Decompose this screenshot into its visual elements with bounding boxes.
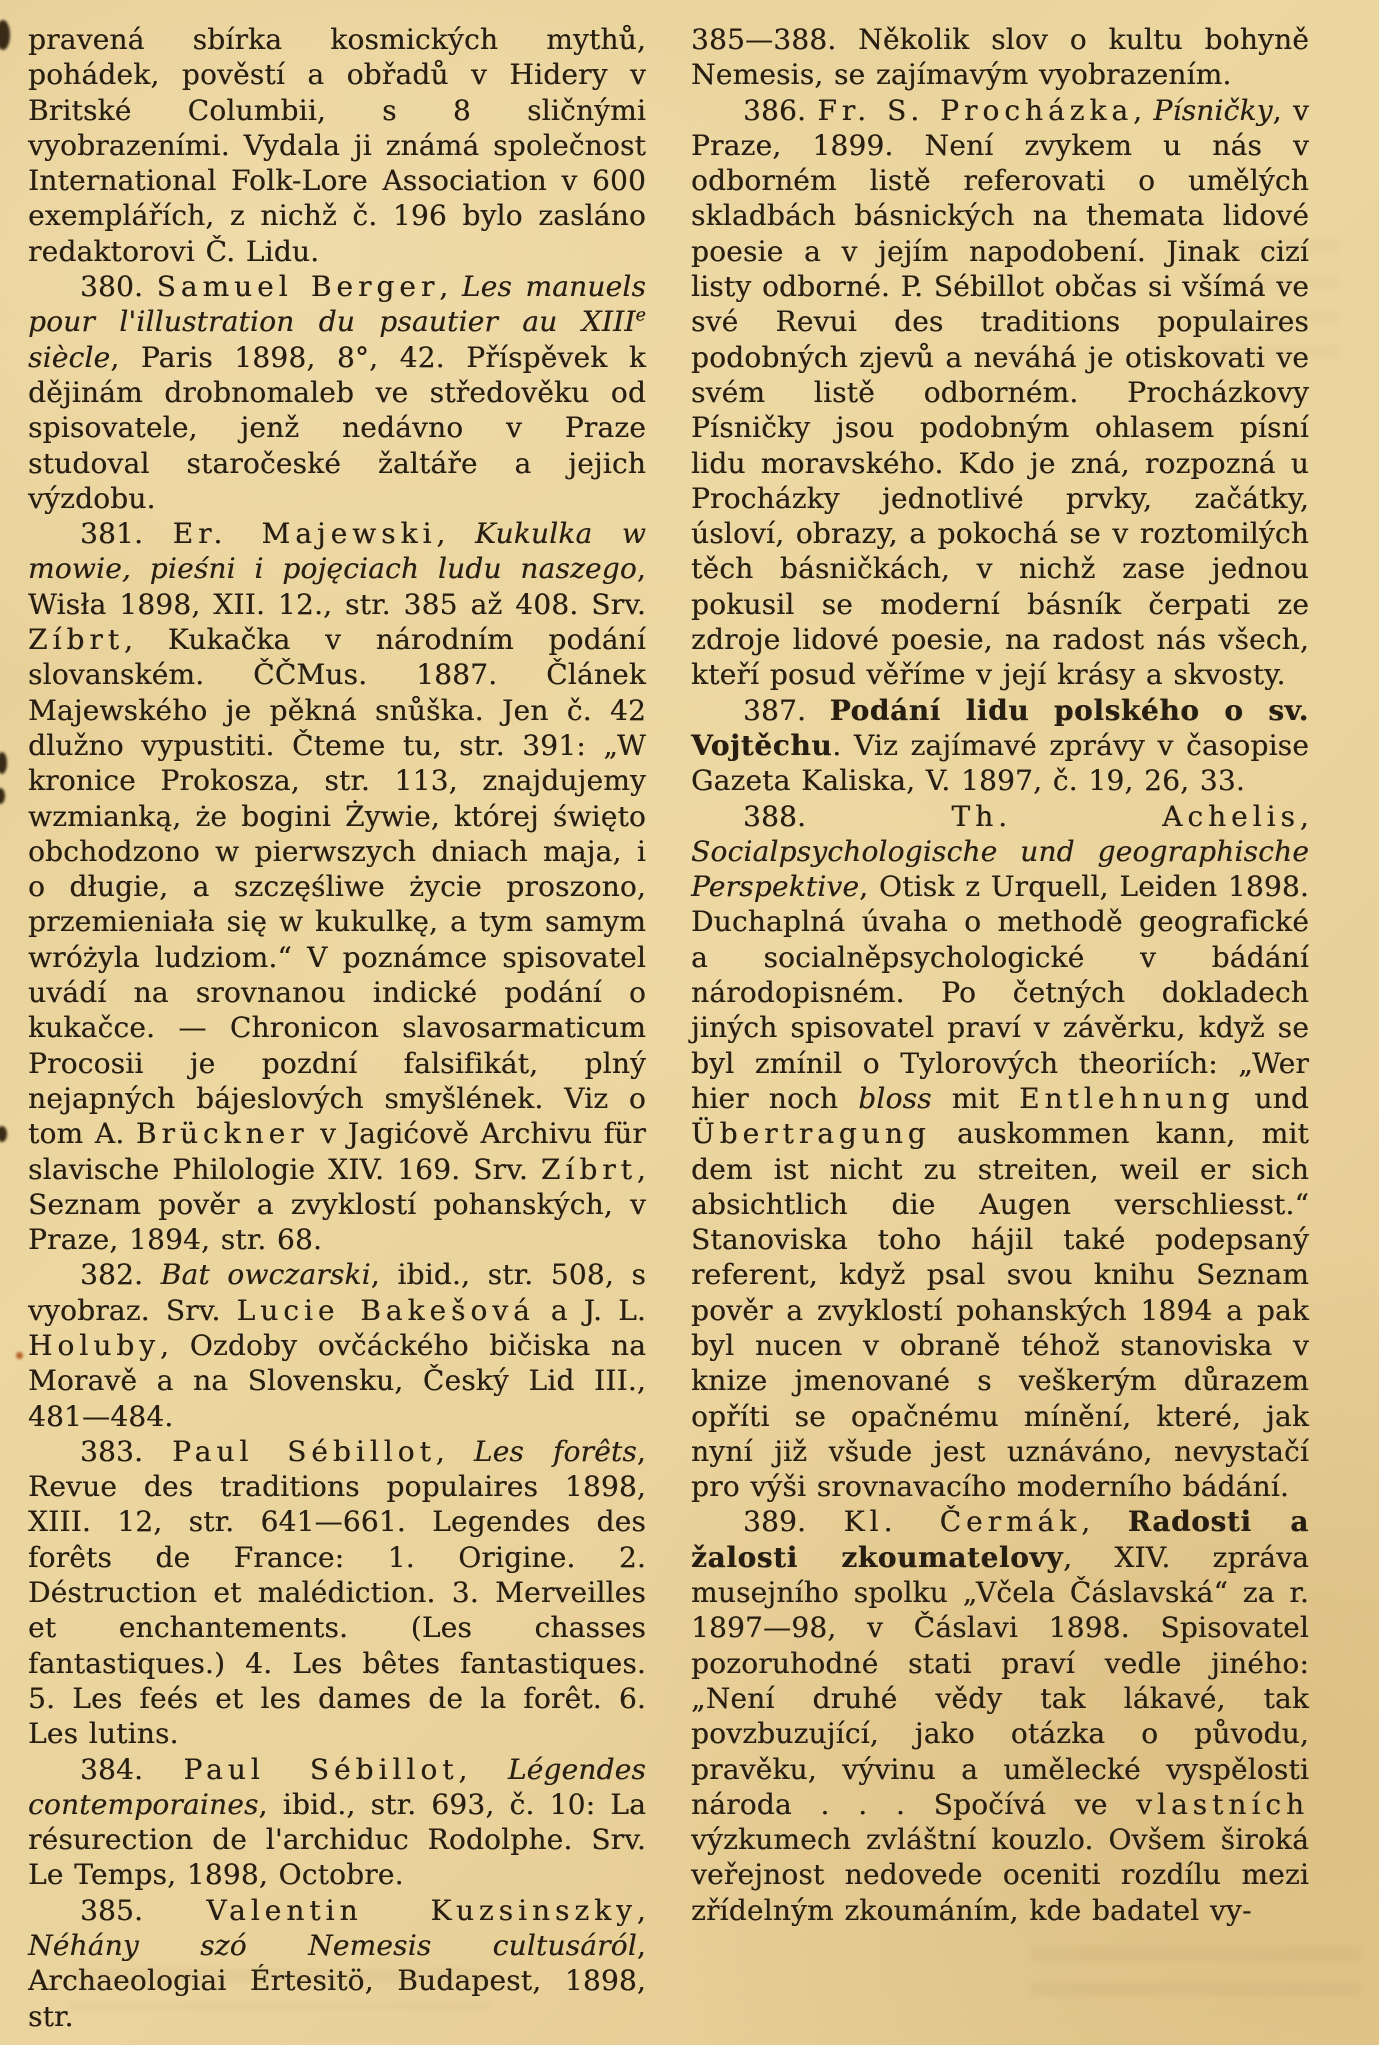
text-run: Radosti a žalosti zkoumatelovy bbox=[691, 1505, 1310, 1574]
text-column-right bbox=[691, 22, 1309, 2034]
text-run: 385. bbox=[80, 1893, 207, 1927]
text-run: 388. bbox=[743, 799, 952, 833]
show-through-smudge bbox=[1219, 240, 1339, 360]
text-run: bloss bbox=[858, 1081, 932, 1115]
text-run: 383. bbox=[80, 1434, 173, 1468]
text-run: Les manuels pour l'illustration du psautier au XIII bbox=[28, 270, 647, 339]
text-run: 389. bbox=[743, 1505, 844, 1539]
text-run: vlastních bbox=[1136, 1787, 1309, 1821]
text-run: , bbox=[439, 270, 462, 304]
text-run: , Ozdoby ovčáckého bičiska na Moravě a na Slovensku, Český Lid III., 481—484. bbox=[28, 1328, 646, 1433]
two-column-text-block bbox=[28, 22, 1349, 2034]
text-run: Légendes contemporaines bbox=[28, 1752, 646, 1821]
paragraph bbox=[28, 22, 646, 269]
text-run: mit bbox=[931, 1081, 1020, 1115]
paragraph bbox=[28, 269, 646, 516]
text-run: , bbox=[636, 1893, 646, 1927]
text-run: Zíbrt bbox=[540, 1152, 637, 1186]
text-run: Samuel Berger bbox=[156, 270, 440, 304]
text-run: Bat owczarski bbox=[160, 1258, 371, 1292]
text-run: 380. bbox=[80, 270, 157, 304]
text-run: 384. bbox=[80, 1752, 184, 1786]
text-run: Socialpsychologische und geographische Perspektive bbox=[691, 834, 1309, 904]
text-run: , v Praze, 1899. Není zvykem u nás v odborném listě referovati o umělých skladbách básnických na themata lidové poesie a v jejím napodobení. Jinak cizí listy odborné. P. Sébillot občas si všímá ve své Revui des traditions populaires podobných zjevů a neváhá je otiskovati ve svém listě odborném. Procházkovy Písničky jsou podobným ohlasem písní lidu moravského. Kdo je zná, rozpozná u Procházky jednotlivé prvky, začátky, úsloví, obrazy, a pokochá se v roztomilých těch básničkách, v nichž zase jednou pokusil se moderní básník čerpati ze zdroje lidové poesie, na radost nás všech, kteří posud věříme v její krásy a skvosty. bbox=[691, 93, 1309, 692]
paragraph bbox=[691, 1504, 1309, 1928]
text-run: Fr. S. Procházka bbox=[817, 93, 1134, 127]
paragraph bbox=[28, 516, 646, 1257]
text-run: Entlehnung bbox=[1019, 1081, 1235, 1115]
paragraph bbox=[28, 1257, 646, 1433]
text-run: , Paris 1898, 8°, 42. Příspěvek k dějinám drobnomaleb ve středověku od spisovatele, jenž nedávno v Praze studoval staročeské žaltáře a jejich výzdobu. bbox=[28, 340, 646, 515]
text-run: Paul Sébillot bbox=[183, 1752, 459, 1786]
text-run: Písničky bbox=[1153, 93, 1273, 127]
text-run: , bbox=[435, 1434, 474, 1468]
scan-gutter-speck bbox=[0, 1126, 7, 1142]
text-run: Lucie Bakešová bbox=[236, 1293, 535, 1327]
text-run: 381. bbox=[80, 517, 173, 551]
text-run: . Viz zajímavé zprávy v časopise Gazeta Kaliska, V. 1897, č. 19, 26, 33. bbox=[691, 728, 1309, 798]
text-run: Néhány szó Nemesis cultusáról bbox=[28, 1929, 637, 1963]
scan-gutter-speck bbox=[0, 20, 10, 50]
paragraph bbox=[691, 799, 1309, 1505]
text-run: , bbox=[1299, 799, 1309, 833]
text-run: Kukulka w mowie, pieśni i pojęciach ludu naszego bbox=[28, 517, 646, 586]
text-run: , Seznam pověr a zvyklostí pohanských, v Praze, 1894, str. 68. bbox=[28, 1152, 646, 1257]
text-run: , XIV. zpráva musejního spolku „Včela Čáslavská“ za r. 1897—98, v Čáslavi 1898. Spisovatel pozoruhodné stati praví vedle jiného: „Není druhé vědy tak lákavé, tak povzbuzující, jako otázka o původu, pravěku, vývinu a umělecké vyspělosti národa . . . Spočívá ve bbox=[691, 1540, 1310, 1821]
scan-ink-dot bbox=[16, 1352, 23, 1359]
text-run: und bbox=[1234, 1081, 1309, 1115]
paragraph bbox=[28, 1752, 646, 1893]
text-run: 385—388. Několik slov o kultu bohyně Nemesis, se zajímavým vyobrazením. bbox=[691, 23, 1309, 92]
text-column-left bbox=[28, 22, 646, 2034]
show-through-smudge bbox=[1031, 1947, 1361, 2017]
text-run: pravená sbírka kosmických mythů, pohádek, pověstí a obřadů v Hidery v Britské Columbii, s 8 sličnými vyobrazeními. Vydala ji známá společnost International Folk-Lore Association v 600 exemplářích, z nichž č. 196 bylo zasláno redaktorovi Č. Lidu. bbox=[28, 23, 646, 268]
text-run: , bbox=[1081, 1505, 1128, 1539]
text-run: 382. bbox=[80, 1258, 161, 1292]
text-run: , Wisła 1898, XII. 12., str. 385 až 408. Srv. bbox=[28, 552, 646, 621]
scan-gutter-speck bbox=[0, 788, 5, 804]
text-run: Th. Achelis bbox=[951, 799, 1300, 833]
paragraph bbox=[691, 693, 1309, 799]
text-run: Podání lidu polského o sv. Vojtěchu bbox=[691, 693, 1309, 762]
text-run: e bbox=[635, 306, 646, 327]
text-run: Er. Majewski bbox=[172, 517, 437, 551]
text-run: , Archaeologiai Értesitö, Budapest, 1898, str. bbox=[28, 1929, 646, 2033]
text-run: , ibid., str. 508, s vyobraz. Srv. bbox=[28, 1258, 647, 1327]
text-run: v Jagićově Archivu für slavische Philologie XIV. 169. Srv. bbox=[28, 1117, 646, 1186]
text-run: , bbox=[436, 517, 475, 551]
text-run: , Revue des traditions populaires 1898, XIII. 12, str. 641—661. Legendes des forêts de France: 1. Origine. 2. Déstruction et malédiction. 3. Merveilles et enchantements. (Les chasses fantastiques.) 4. Les bêtes fantastiques. 5. Les feés et les dames de la forêt. 6. Les lutins. bbox=[28, 1434, 646, 1751]
text-run: Brückner bbox=[135, 1117, 309, 1151]
text-run: Paul Sébillot bbox=[172, 1434, 436, 1468]
paragraph bbox=[28, 1434, 646, 1752]
show-through-smudge bbox=[70, 1969, 490, 2009]
text-run: Les forêts bbox=[473, 1434, 637, 1468]
text-run: Valentin Kuzsinszky bbox=[206, 1893, 637, 1927]
text-run: 386. bbox=[743, 93, 818, 127]
paragraph bbox=[691, 93, 1309, 693]
text-run: , bbox=[1133, 93, 1154, 127]
paragraph bbox=[691, 22, 1309, 93]
text-run: Holuby bbox=[28, 1328, 161, 1362]
text-run: siècle bbox=[28, 340, 111, 374]
scan-gutter-speck bbox=[0, 752, 7, 774]
text-run: Zíbrt bbox=[28, 623, 124, 657]
text-run: a J. L. bbox=[534, 1293, 646, 1327]
text-run: , Otisk z Urquell, Leiden 1898. Duchaplná úvaha o methodě geografické a socialněpsychologické v bádání národopisném. Po četných dokladech jiných spisovatel praví v závěrku, když se byl zmínil o Tylorových theoriích: „Wer hier noch bbox=[691, 870, 1309, 1115]
text-run: auskommen kann, mit dem ist nicht zu streiten, weil er sich absichtlich die Augen verschliesst.“ Stanoviska toho hájil také podepsaný referent, když psal svou knihu Seznam pověr a zvyklostí pohanských 1894 a pak byl nucen v obraně téhož stanoviska v knize jmenované s veškerým důrazem opříti se opačnému mínění, které, jak nyní již všude jest uznáváno, nevystačí pro výši srovnavacího moderního bádání. bbox=[691, 1117, 1309, 1504]
paragraph bbox=[28, 1893, 646, 2034]
text-run: výzkumech zvláštní kouzlo. Ovšem široká veřejnost nedovede oceniti rozdílu mezi zřídelným zkoumáním, kde badatel vy- bbox=[691, 1823, 1309, 1927]
text-run: Übertragung bbox=[691, 1117, 931, 1151]
text-run: , ibid., str. 693, č. 10: La résurection de l'archiduc Rodolphe. Srv. Le Temps, 1898, Octobre. bbox=[28, 1787, 646, 1892]
text-run: 387. bbox=[743, 693, 830, 727]
text-run: , bbox=[458, 1752, 508, 1786]
text-run: Kl. Čermák bbox=[843, 1505, 1082, 1539]
text-run: , Kukačka v národním podání slovanském. ČČMus. 1887. Článek Majewského je pěkná snůška. Jen č. 42 dlužno vypustiti. Čteme tu, str. 391: „W kronice Prokosza, str. 113, znajdujemy wzmianką, że bogini Żywie, której święto obchodzono w pierwszych dniach maja, i o długie, a szczęśliwe życie proszono, przemieniała się w kukulkę, a tym samym wróżyla ludziom.“ V poznámce spisovatel uvádí na srovnanou indické podání o kukačce. — Chronicon slavosarmaticum Procosii je pozdní falsifikát, plný nejapných bájeslových smyšlének. Viz o tom A. bbox=[28, 623, 646, 1151]
